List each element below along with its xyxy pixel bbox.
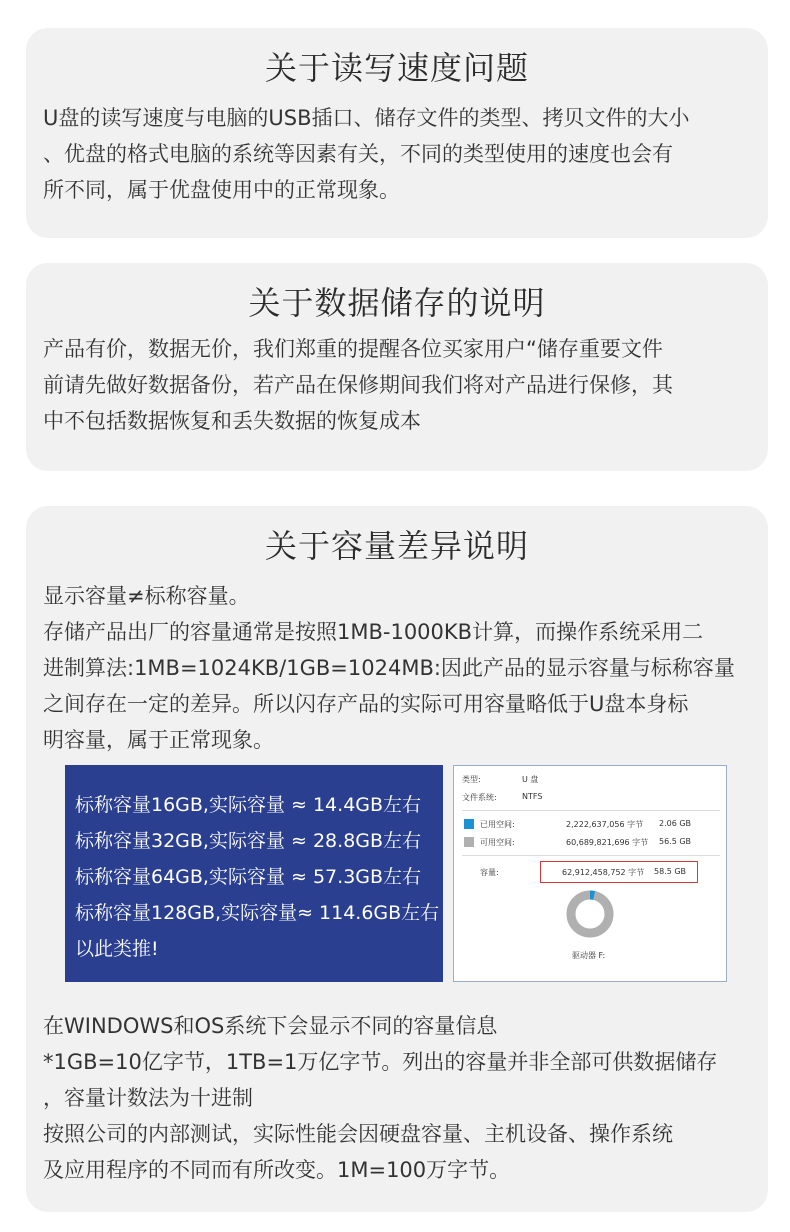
body-line: *1GB=10亿字节，1TB=1万亿字节。列出的容量并非全部可供数据储存 [43,1050,718,1074]
donut-free-ring [571,895,609,933]
used-space-size: 2.06 GB [659,819,692,828]
section-body [26,331,768,439]
read-write-speed-card [26,28,768,238]
section-title: 关于容量差异说明 [264,527,529,565]
body-line: 显示容量≠标称容量。 [43,584,250,608]
body-line: 明容量，属于正常现象。 [43,728,274,752]
body-line: 存储产品出厂的容量通常是按照1MB-1000KB计算，而操作系统采用二 [43,620,704,644]
section-title: 关于数据储存的说明 [248,284,546,322]
body-line: 前请先做好数据备份，若产品在保修期间我们将对产品进行保修，其 [43,373,673,397]
capacity-label: 容量: [480,868,499,877]
used-space-swatch [464,819,474,829]
free-space-label: 可用空间: [480,838,515,847]
free-space-size: 56.5 GB [659,837,692,846]
capacity-illustration [65,765,729,985]
type-value: U 盘 [522,775,539,784]
used-space-label: 已用空间: [480,820,515,829]
free-space-swatch [464,837,474,847]
drive-letter-label: 驱动器 F: [572,951,606,960]
capacity-item: 标称容量128GB,实际容量≈ 114.6GB左右 [75,902,440,924]
capacity-item: 标称容量32GB,实际容量 ≈ 28.8GB左右 [75,830,422,852]
body-line: 在WINDOWS和OS系统下会显示不同的容量信息 [43,1014,498,1038]
used-space-bytes: 2,222,637,056 字节 [566,820,644,829]
capacity-notes [26,1008,790,1188]
drive-properties-screenshot [453,765,727,982]
capacity-size: 58.5 GB [654,867,687,876]
capacity-list-panel [65,765,443,982]
section-title: 关于读写速度问题 [264,49,529,87]
capacity-item: 以此类推! [75,938,159,960]
body-line: 中不包括数据恢复和丢失数据的恢复成本 [43,409,421,433]
free-space-bytes: 60,689,821,696 字节 [566,838,649,847]
body-line: 所不同，属于优盘使用中的正常现象。 [43,178,400,202]
divider [462,810,720,811]
body-line: 之间存在一定的差异。所以闪存产品的实际可用容量略低于U盘本身标 [43,692,689,716]
capacity-bytes: 62,912,458,752 字节 [562,868,645,877]
body-line: 按照公司的内部测试，实际性能会因硬盘容量、主机设备、操作系统 [43,1122,673,1146]
body-line: 进制算法:1MB=1024KB/1GB=1024MB:因此产品的显示容量与标称容量 [43,656,735,680]
data-storage-card [26,263,768,471]
body-line: ，容量计数法为十进制 [43,1086,253,1110]
filesystem-label: 文件系统: [462,793,497,802]
section-body [26,100,768,208]
usage-donut-chart [560,884,620,944]
capacity-item: 标称容量16GB,实际容量 ≈ 14.4GB左右 [75,794,422,816]
type-label: 类型: [462,775,481,784]
body-line: 及应用程序的不同而有所改变。1M=100万字节。 [43,1158,511,1182]
capacity-item: 标称容量64GB,实际容量 ≈ 57.3GB左右 [75,866,422,888]
capacity-difference-card [26,506,768,1212]
body-line: U盘的读写速度与电脑的USB插口、储存文件的类型、拷贝文件的大小 [43,106,690,130]
divider [462,855,720,856]
body-line: 、优盘的格式电脑的系统等因素有关，不同的类型使用的速度也会有 [43,142,673,166]
body-line: 产品有价，数据无价，我们郑重的提醒各位买家用户“储存重要文件 [43,337,663,361]
section-body [26,578,768,758]
filesystem-value: NTFS [522,792,543,801]
